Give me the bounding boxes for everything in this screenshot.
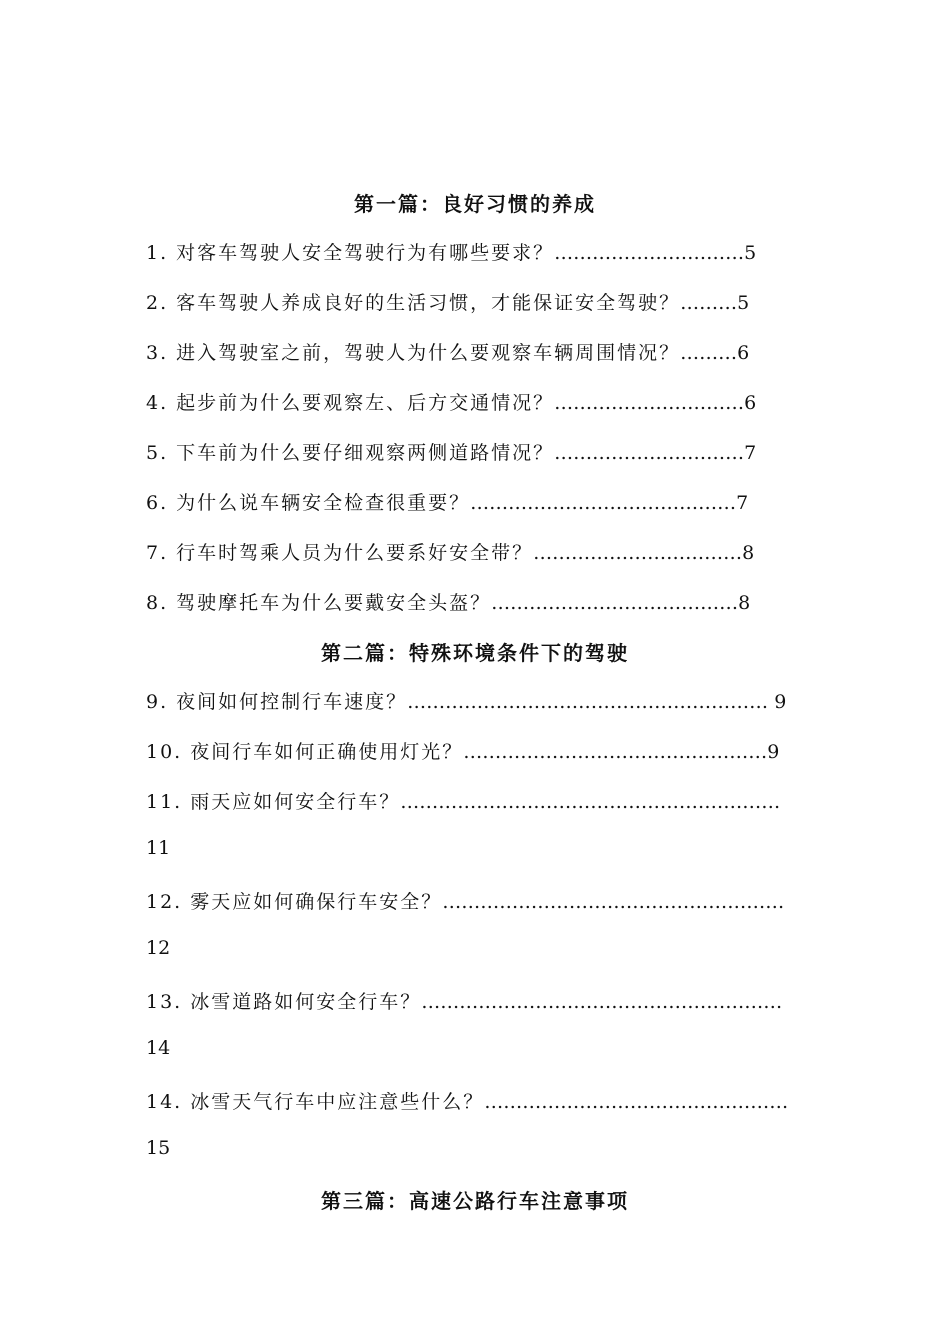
toc-entry-title: 雾天应如何确保行车安全？ bbox=[190, 891, 443, 913]
toc-page-number: 7 bbox=[744, 442, 757, 464]
toc-entry-11-page bbox=[146, 837, 806, 859]
toc-entry-title: 冰雪天气行车中应注意些什么？ bbox=[190, 1091, 485, 1113]
toc-page-number: 6 bbox=[737, 342, 750, 364]
toc-entry-13[interactable] bbox=[146, 987, 806, 1014]
toc-entry-title: 下车前为什么要仔细观察两侧道路情况？ bbox=[176, 442, 555, 464]
toc-entry-number: 6. bbox=[146, 492, 169, 514]
toc-entry-number: 10. bbox=[146, 741, 183, 763]
toc-entry-number: 3. bbox=[146, 342, 169, 364]
toc-leader-dots: ………………………………… bbox=[491, 592, 739, 614]
toc-page-number: 14 bbox=[146, 1037, 171, 1059]
toc-entry-title: 客车驾驶人养成良好的生活习惯，才能保证安全驾驶？ bbox=[176, 292, 681, 314]
toc-page-number: 9 bbox=[768, 691, 787, 713]
toc-leader-dots: ………………………… bbox=[554, 242, 745, 264]
toc-entry-title: 行车时驾乘人员为什么要系好安全带？ bbox=[176, 542, 534, 564]
toc-entry-12[interactable] bbox=[146, 887, 806, 914]
toc-leader-dots: ……… bbox=[680, 292, 738, 314]
toc-entry-number: 1. bbox=[146, 242, 169, 264]
toc-entry-number: 14. bbox=[146, 1091, 183, 1113]
toc-leader-dots: …………………………………………………… bbox=[400, 791, 781, 813]
toc-entry-title: 为什么说车辆安全检查很重要？ bbox=[176, 492, 471, 514]
toc-entry-number: 7. bbox=[146, 542, 169, 564]
toc-entry-number: 4. bbox=[146, 392, 169, 414]
toc-leader-dots: ………………………………………………… bbox=[407, 691, 769, 713]
toc-entry-2[interactable] bbox=[146, 288, 806, 315]
toc-page-number: 15 bbox=[146, 1137, 171, 1159]
toc-page-number: 11 bbox=[146, 837, 171, 859]
toc-entry-7[interactable] bbox=[146, 538, 806, 565]
part3-heading: 第三篇：高速公路行车注意事项 bbox=[321, 1189, 629, 1213]
toc-entry-number: 8. bbox=[146, 592, 169, 614]
toc-leader-dots: ………………………… bbox=[554, 392, 745, 414]
toc-entry-number: 12. bbox=[146, 891, 183, 913]
toc-page-number: 8 bbox=[742, 542, 755, 564]
toc-entry-title: 驾驶摩托车为什么要戴安全头盔？ bbox=[176, 592, 492, 614]
toc-page-number: 7 bbox=[736, 492, 749, 514]
toc-entry-number: 9. bbox=[146, 691, 169, 713]
toc-entry-1[interactable] bbox=[146, 238, 806, 265]
toc-entry-5[interactable] bbox=[146, 438, 806, 465]
toc-entry-title: 雨天应如何安全行车？ bbox=[190, 791, 401, 813]
toc-entry-title: 冰雪道路如何安全行车？ bbox=[190, 991, 422, 1013]
toc-entry-title: 夜间行车如何正确使用灯光？ bbox=[190, 741, 464, 763]
toc-entry-6[interactable] bbox=[146, 488, 806, 515]
toc-leader-dots: …………………………………… bbox=[470, 492, 737, 514]
toc-entry-number: 2. bbox=[146, 292, 169, 314]
toc-entry-11[interactable] bbox=[146, 787, 806, 814]
toc-page-number: 5 bbox=[744, 242, 757, 264]
toc-leader-dots: ………………………… bbox=[554, 442, 745, 464]
toc-entry-14-page bbox=[146, 1137, 806, 1159]
toc-entry-10[interactable] bbox=[146, 737, 806, 764]
toc-entry-title: 对客车驾驶人安全驾驶行为有哪些要求？ bbox=[176, 242, 555, 264]
toc-entry-number: 13. bbox=[146, 991, 183, 1013]
toc-entry-title: 起步前为什么要观察左、后方交通情况？ bbox=[176, 392, 555, 414]
toc-entry-number: 11. bbox=[146, 791, 183, 813]
toc-entry-9[interactable] bbox=[146, 687, 806, 714]
toc-entry-8[interactable] bbox=[146, 588, 806, 615]
toc-leader-dots: ………………………………………… bbox=[463, 741, 768, 763]
toc-entry-13-page bbox=[146, 1037, 806, 1059]
toc-entry-title: 进入驾驶室之前，驾驶人为什么要观察车辆周围情况？ bbox=[176, 342, 681, 364]
toc-leader-dots: …………………………… bbox=[533, 542, 743, 564]
toc-entry-14[interactable] bbox=[146, 1087, 806, 1114]
toc-page-number: 5 bbox=[737, 292, 750, 314]
toc-page-number: 12 bbox=[146, 937, 171, 959]
toc-entry-4[interactable] bbox=[146, 388, 806, 415]
toc-page-number: 6 bbox=[744, 392, 757, 414]
toc-leader-dots: ……………………………………………… bbox=[442, 891, 785, 913]
part1-heading: 第一篇：良好习惯的养成 bbox=[354, 192, 596, 216]
part2-heading: 第二篇：特殊环境条件下的驾驶 bbox=[321, 641, 629, 665]
toc-leader-dots: ………………………………………… bbox=[484, 1091, 789, 1113]
toc-leader-dots: ……… bbox=[680, 342, 738, 364]
toc-entry-12-page bbox=[146, 937, 806, 959]
toc-entry-3[interactable] bbox=[146, 338, 806, 365]
toc-entry-title: 夜间如何控制行车速度？ bbox=[176, 691, 408, 713]
toc-leader-dots: ………………………………………………… bbox=[421, 991, 783, 1013]
toc-page-number: 9 bbox=[767, 741, 780, 763]
toc-page-number: 8 bbox=[738, 592, 751, 614]
toc-entry-number: 5. bbox=[146, 442, 169, 464]
